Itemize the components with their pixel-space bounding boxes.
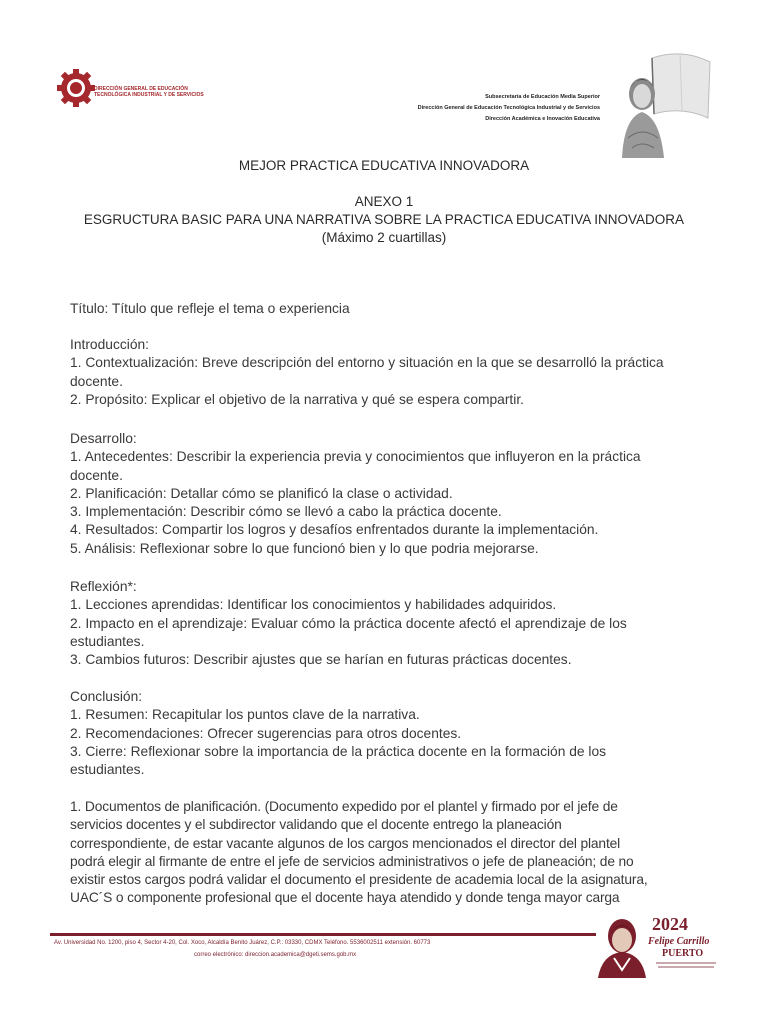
document-limit: (Máximo 2 cuartillas)	[321, 230, 447, 245]
con-item-3b: estudiantes.	[70, 762, 145, 778]
dev-heading: Desarrollo:	[70, 431, 137, 446]
badge-year: 2024	[652, 914, 688, 934]
badge-rule	[656, 962, 716, 964]
section-reflexion	[70, 578, 700, 669]
note-line-4: podrá elegir al firmante de entre el jefe de servicios administrativos o jefe de planeación; de no	[70, 853, 634, 869]
con-item-1: 1. Resumen: Recapitular los puntos clave de la narrativa.	[70, 707, 420, 723]
note-line-6: UAC´S o componente profesional que el docente haya atendido y donde tenga mayor carga	[70, 890, 620, 906]
dev-item-4: 4. Resultados: Compartir los logros y desafíos enfrentados durante la implementación.	[70, 522, 599, 538]
dev-item-2: 2. Planificación: Detallar cómo se planificó la clase o actividad.	[70, 485, 453, 501]
felipe-carrillo-badge	[596, 908, 726, 980]
document-subtitle: ESGRUCTURA BASIC PARA UNA NARRATIVA SOBRE LA PRACTICA EDUCATIVA INNOVADORA	[83, 212, 685, 227]
document-annex: ANEXO 1	[354, 194, 414, 209]
intro-item-2: 2. Propósito: Explicar el objetivo de la narrativa y qué se espera compartir.	[70, 391, 524, 407]
section-desarrollo	[70, 430, 700, 558]
section-note	[70, 798, 700, 908]
dev-item-1: 1. Antecedentes: Describir la experiencia previa y conocimientos que influyeron en la práctica	[70, 449, 641, 465]
header-institution	[418, 92, 600, 125]
ref-item-2b: estudiantes.	[70, 633, 145, 649]
section-titulo	[70, 300, 700, 318]
con-item-2: 2. Recomendaciones: Ofrecer sugerencias para otros docentes.	[70, 725, 462, 741]
dev-item-5: 5. Análisis: Reflexionar sobre lo que funcionó bien y lo que podria mejorarse.	[70, 540, 539, 556]
section-introduccion	[70, 336, 700, 409]
note-line-3: correspondiente, de estar vacante algunos de los cargos mencionados el director del plantel	[70, 835, 621, 851]
con-item-3: 3. Cierre: Reflexionar sobre la importancia de la práctica docente en la formación de los	[70, 743, 607, 759]
dev-item-1b: docente.	[70, 467, 123, 483]
document-title: MEJOR PRACTICA EDUCATIVA INNOVADORA	[238, 158, 530, 173]
logo-text-line2: TECNOLÓGICA INDUSTRIAL Y DE SERVICIOS	[94, 92, 204, 98]
header-line3: Dirección Académica e Inovación Educativa	[485, 116, 600, 122]
ref-item-3: 3. Cambios futuros: Describir ajustes que se harían en futuras prácticas docentes.	[70, 652, 572, 668]
titulo-line: Título: Título que refleje el tema o experiencia	[70, 301, 350, 316]
dev-item-3: 3. Implementación: Describir cómo se llevó a cabo la práctica docente.	[70, 504, 502, 520]
section-conclusion	[70, 688, 700, 779]
heroine-portrait	[612, 48, 712, 160]
badge-name-1: Felipe Carrillo	[648, 936, 710, 947]
note-line-2: servicios docentes y el subdirector validando que el docente entrego la planeación	[70, 817, 562, 833]
logo-text-line1: DIRECCIÓN GENERAL DE EDUCACIÓN	[94, 86, 188, 92]
heroine-portrait-with-flag-icon	[612, 48, 712, 160]
header-line1: Subsecretaría de Educación Media Superior	[485, 94, 600, 100]
badge-name-2: PUERTO	[662, 948, 704, 959]
footer-address: Av. Universidad No. 1200, piso 4, Sector 4-20, Col. Xoco, Alcaldía Benito Juárez, C.P.: 03330, CDMX Teléfono. 5536002511 extensión. 60773	[54, 940, 431, 946]
note-line-5: existir estos cargos podrá validar el documento el presidente de academia local de la asignatura,	[70, 872, 648, 888]
ref-item-1: 1. Lecciones aprendidas: Identificar los conocimientos y habilidades adquiridos.	[70, 597, 557, 613]
logo-text	[94, 86, 204, 98]
ref-heading: Reflexión*:	[70, 579, 137, 594]
note-line-1: 1. Documentos de planificación. (Documento expedido por el plantel y firmado por el jefe de	[70, 799, 618, 814]
badge-rule-2	[658, 966, 714, 968]
dgeti-gear-logo-icon	[56, 66, 96, 110]
footer-divider	[50, 933, 596, 936]
intro-heading: Introducción:	[70, 337, 149, 352]
header-line2: Dirección General de Educación Tecnológica Industrial y de Servicios	[417, 105, 600, 111]
footer-email: correo electrónico: direccion.academica@dgeti.sems.gob.mx	[194, 952, 357, 958]
intro-item-1: 1. Contextualización: Breve descripción del entorno y situación en la que se desarrolló la práctica	[70, 355, 664, 371]
ref-item-2: 2. Impacto en el aprendizaje: Evaluar cómo la práctica docente afectó el aprendizaje de los	[70, 615, 627, 631]
intro-item-1b: docente.	[70, 373, 123, 389]
con-heading: Conclusión:	[70, 689, 143, 704]
